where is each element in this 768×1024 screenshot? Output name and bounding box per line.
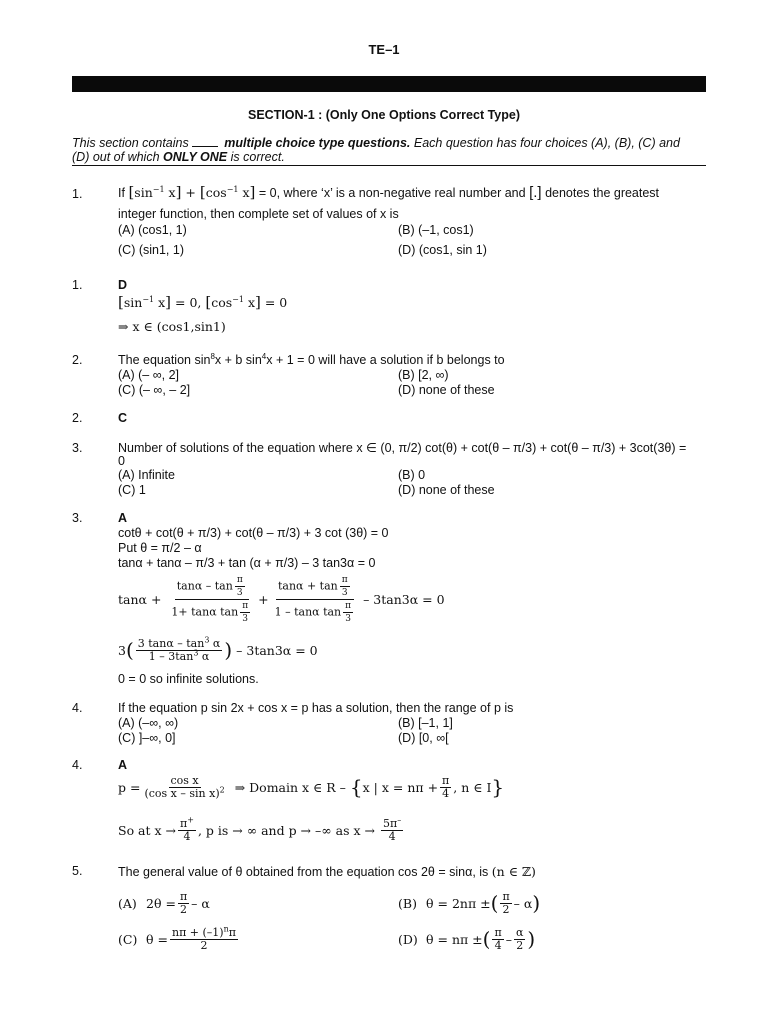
- text: 3: [118, 643, 126, 658]
- question-3-text-line2: 0: [118, 454, 125, 468]
- text: The equation sin: [118, 353, 211, 367]
- fraction: [340, 574, 350, 599]
- question-5-text: [118, 864, 536, 880]
- text: 3: [341, 588, 348, 598]
- text: 4: [494, 939, 502, 952]
- text: α: [201, 650, 210, 663]
- option-c: (C) ]–∞, 0]: [118, 731, 176, 745]
- text: π: [228, 926, 236, 939]
- option-d: (D) none of these: [398, 383, 495, 397]
- question-number: 3.: [72, 441, 83, 455]
- section-intro: [72, 136, 706, 164]
- text: , n ∈ I: [453, 780, 492, 795]
- answer-letter: A: [118, 511, 128, 525]
- answer-3-line2: Put θ = π/2 – α: [118, 541, 202, 555]
- text: 2θ =: [146, 896, 176, 911]
- text: 2: [516, 939, 524, 952]
- answer-letter: C: [118, 411, 128, 425]
- text: (D): [398, 932, 418, 947]
- intro-text: Each question has four choices (A), (B), (C) and: [413, 136, 680, 150]
- option-c: (C) 1: [118, 483, 146, 497]
- fraction: [235, 574, 245, 599]
- option-b: (B) [–1, 1]: [398, 716, 453, 730]
- fraction: [273, 574, 357, 625]
- fraction: [381, 815, 403, 843]
- answer-3-bracket-line: 3 ( $\frac{3 \tan\alpha - \tan^3 \alpha}{1 - 3\tan^3 \alpha}$ ) – 3tan3α = 0: [118, 635, 318, 663]
- text: (A): [118, 896, 137, 911]
- exponent: 4: [261, 351, 267, 361]
- option-a: (A) (–∞, ∞): [118, 716, 179, 730]
- exponent: +: [187, 815, 194, 825]
- fraction: [142, 775, 226, 800]
- text: The general value of θ obtained from the equation cos 2θ = sinα, is: [118, 865, 489, 879]
- text: – 3tan3α = 0: [363, 592, 445, 607]
- option-d: (D) θ = nπ ± ( $\frac{\pi}{4}$ – $\frac{\alpha}{2}$ ): [398, 926, 536, 952]
- option-c: (C) (sin1, 1): [118, 243, 184, 257]
- fraction: [178, 891, 189, 916]
- intro-bold: ONLY ONE: [163, 150, 228, 164]
- text: π: [242, 601, 249, 611]
- fraction: [500, 891, 511, 916]
- text: 4: [442, 787, 450, 800]
- header-black-bar: [72, 76, 706, 92]
- text: – 3tan3α = 0: [236, 643, 318, 658]
- option-d: (D) [0, ∞[: [398, 731, 449, 745]
- section-title: SECTION-1 : (Only One Options Correct Type): [247, 108, 520, 122]
- text: π: [236, 575, 243, 585]
- text: α: [212, 637, 221, 650]
- option-d: (D) none of these: [398, 483, 495, 497]
- text: So at x →: [118, 823, 177, 838]
- text: π: [345, 601, 352, 611]
- intro-text: This section contains: [72, 136, 189, 150]
- text: tanα +: [118, 592, 162, 607]
- question-number: 4.: [72, 701, 83, 715]
- text: (B): [398, 896, 417, 911]
- text: α: [515, 926, 524, 939]
- text: π: [341, 575, 348, 585]
- answer-4-limit-line: [118, 815, 405, 843]
- option-b: (B) 0: [398, 468, 426, 482]
- text: 1+ tanα tan: [171, 605, 239, 619]
- page-code: TE–1: [368, 42, 400, 57]
- question-number: 2.: [72, 353, 83, 367]
- answer-1-line1: [$\sin^{-1}$ x] = 0, [$\cos^{-1}$ x] = 0: [118, 293, 288, 311]
- answer-3-conclusion: 0 = 0 so infinite solutions.: [118, 672, 259, 686]
- fraction: [170, 924, 238, 952]
- option-a: (A) Infinite: [118, 468, 175, 482]
- intro-text: (D) out of which: [72, 150, 160, 164]
- floor-symbol: [.]: [529, 184, 542, 201]
- question-3-text: Number of solutions of the equation where x ∈ (0, π/2) cot(θ) + cot(θ – π/3) + cot(θ – π/3) + 3cot(3θ) =: [118, 441, 687, 455]
- option-b: (B) [2, ∞): [398, 368, 449, 382]
- text: nπ + (–1): [171, 926, 224, 939]
- text: 3: [242, 614, 249, 624]
- text: 3: [236, 588, 243, 598]
- option-a: [118, 891, 210, 916]
- option-a: (A) (cos1, 1): [118, 223, 187, 237]
- exponent: n: [223, 924, 229, 934]
- text: p =: [118, 780, 141, 795]
- answer-number: 4.: [72, 758, 83, 772]
- exponent: 3: [193, 648, 199, 658]
- question-1-text-line2: integer function, then complete set of values of x is: [118, 207, 399, 221]
- text: , p is → ∞ and p → –∞ as x →: [197, 823, 375, 838]
- answer-number: 1.: [72, 278, 83, 292]
- text: tanα – tan: [176, 579, 233, 593]
- math-expr: [$\sin^{-1}$ $x] + [\cos^{-1}$ x]: [128, 183, 256, 201]
- text: 2: [180, 903, 188, 916]
- text: 3 tanα – tan: [137, 637, 205, 650]
- option-b: (B) θ = 2nπ ± ( $\frac{\pi}{2}$ – α ): [398, 890, 541, 916]
- text: x | x = nπ +: [362, 780, 439, 795]
- text: θ = nπ ±: [426, 932, 483, 947]
- fraction: [492, 927, 503, 952]
- answer-3-line3: tanα + tanα – π/3 + tan (α + π/3) – 3 tan3α = 0: [118, 556, 376, 570]
- fraction: [136, 635, 223, 663]
- text: π: [442, 774, 450, 787]
- question-4-text: If the equation p sin 2x + cos x = p has a solution, then the range of p is: [118, 701, 514, 715]
- question-1-text: [118, 185, 708, 201]
- question-number: 5.: [72, 864, 83, 878]
- option-d: (D) (cos1, sin 1): [398, 243, 487, 257]
- text: 2: [200, 939, 208, 952]
- intro-divider: [72, 165, 706, 166]
- text: π: [502, 890, 510, 903]
- text: –: [505, 932, 512, 947]
- intro-text: is correct.: [230, 150, 285, 164]
- text: π: [180, 817, 188, 830]
- fraction: [343, 600, 353, 625]
- answer-letter: A: [118, 758, 128, 772]
- answer-3-fraction-line: tanα + tanα – tan $\frac{\pi}{3}$ 1+ tanα tan $\frac{\pi}{3}$ + tanα + tan $\frac{\pi}{3}$ 1 – tanα tan $\frac{\pi}{3}$ – 3tan3α = 0: [118, 575, 445, 624]
- fraction: [178, 815, 196, 843]
- answer-letter: D: [118, 278, 128, 292]
- exponent: –: [397, 815, 402, 825]
- answer-3-line1: cotθ + cot(θ + π/3) + cot(θ – π/3) + 3 cot (3θ) = 0: [118, 526, 389, 540]
- answer-number: 2.: [72, 411, 83, 425]
- text: π: [179, 890, 188, 903]
- fraction: [514, 927, 525, 952]
- text: π: [494, 926, 502, 939]
- answer-1-line2: ⇒ x ∈ (cos1,sin1): [118, 319, 226, 334]
- exponent: 8: [210, 351, 215, 361]
- text: (C): [118, 932, 138, 947]
- text: (cos x – sin x): [144, 787, 220, 800]
- text: = 0, where ‘x’ is a non-negative real number and: [258, 186, 526, 200]
- fraction: [169, 574, 254, 625]
- text: x + b sin: [214, 353, 262, 367]
- blank-line: [192, 146, 218, 147]
- text: 1 – 3tan: [148, 650, 194, 663]
- question-number: 1.: [72, 187, 83, 201]
- text: denotes the greatest: [545, 186, 660, 200]
- text: θ = 2nπ ±: [426, 896, 491, 911]
- text: 2: [502, 903, 510, 916]
- answer-4-domain-line: p = $\frac{\text{cos x}}{(\cos x - \sin x)^2}$ ⇒ Domain x ∈ R – { x | x = nπ + $\frac{\pi}{4}$ , n ∈ I }: [118, 774, 505, 800]
- question-2-text: [118, 353, 505, 368]
- option-c: (C) (– ∞, – 2]: [118, 383, 191, 397]
- text: θ =: [146, 932, 168, 947]
- text: – α: [191, 896, 210, 911]
- exponent: 3: [204, 635, 210, 645]
- exponent: 2: [219, 785, 225, 795]
- text: = 0,: [175, 295, 202, 310]
- text: 4: [388, 830, 396, 843]
- text: x + 1 = 0 will have a solution if b belongs to: [266, 353, 505, 367]
- text: cos x: [170, 774, 199, 787]
- option-a: (A) (– ∞, 2]: [118, 368, 180, 382]
- text: ⇒ Domain x ∈ R –: [234, 780, 346, 795]
- fraction: [440, 775, 451, 800]
- text: 4: [183, 830, 191, 843]
- answer-number: 3.: [72, 511, 83, 525]
- intro-bold: multiple choice type questions.: [224, 136, 411, 150]
- text: 3: [345, 614, 351, 624]
- fraction: [240, 600, 250, 625]
- text: 1 – tanα tan: [274, 605, 342, 619]
- text: – α: [513, 896, 533, 911]
- text: 5π: [382, 817, 398, 830]
- text: (n ∈ ℤ): [491, 864, 536, 879]
- option-c: [118, 924, 240, 952]
- text: = 0: [264, 295, 288, 310]
- text: tanα + tan: [277, 579, 338, 593]
- option-b: (B) (–1, cos1): [398, 223, 474, 237]
- text: If: [118, 186, 125, 200]
